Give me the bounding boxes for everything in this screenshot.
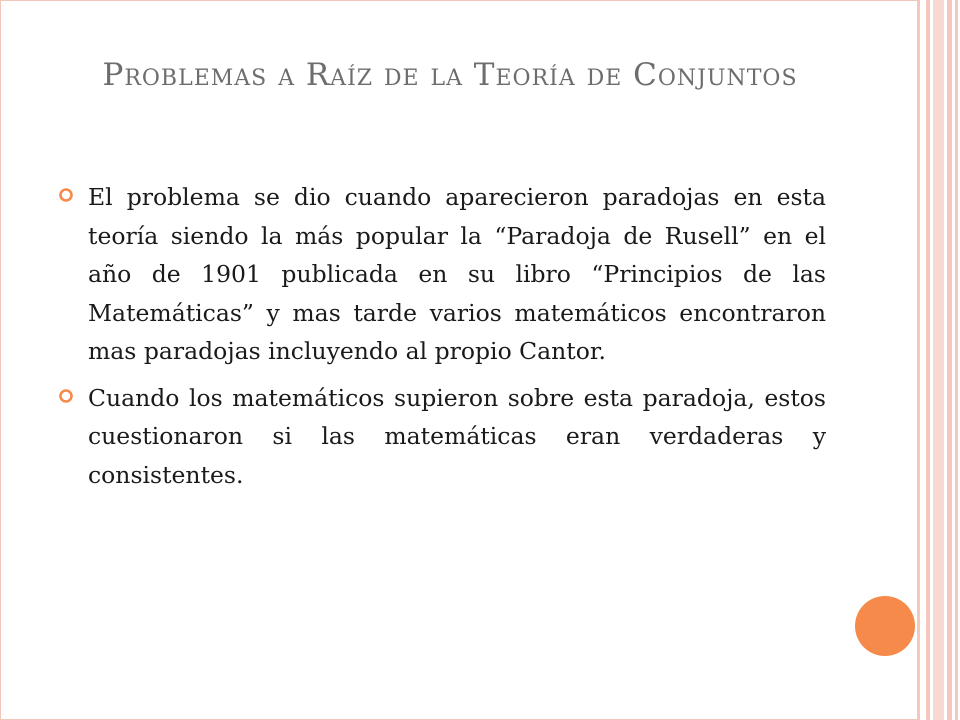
bullet-text: El problema se dio cuando aparecieron paradojas en esta teoría siendo la más popular la “Paradoja de Rusell” en el año de 1901 publicada en su libro “Principios de las Matemáticas” y mas tarde varios matemáticos encontraron mas paradojas incluyendo al propio Cantor.: [88, 183, 826, 365]
ring-bullet-icon: [58, 187, 74, 203]
bullet-list: [58, 178, 826, 502]
list-item: [58, 178, 826, 371]
list-item: [58, 379, 826, 495]
decorative-circle: [855, 596, 915, 656]
decorative-stripes: [917, 0, 960, 720]
slide-title: Problemas a Raíz de la Teoría de Conjuntos: [102, 57, 798, 93]
bullet-text: Cuando los matemáticos supieron sobre esta paradoja, estos cuestionaron si las matemáticas eran verdaderas y consistentes.: [88, 383, 826, 489]
ring-bullet-icon: [58, 388, 74, 404]
